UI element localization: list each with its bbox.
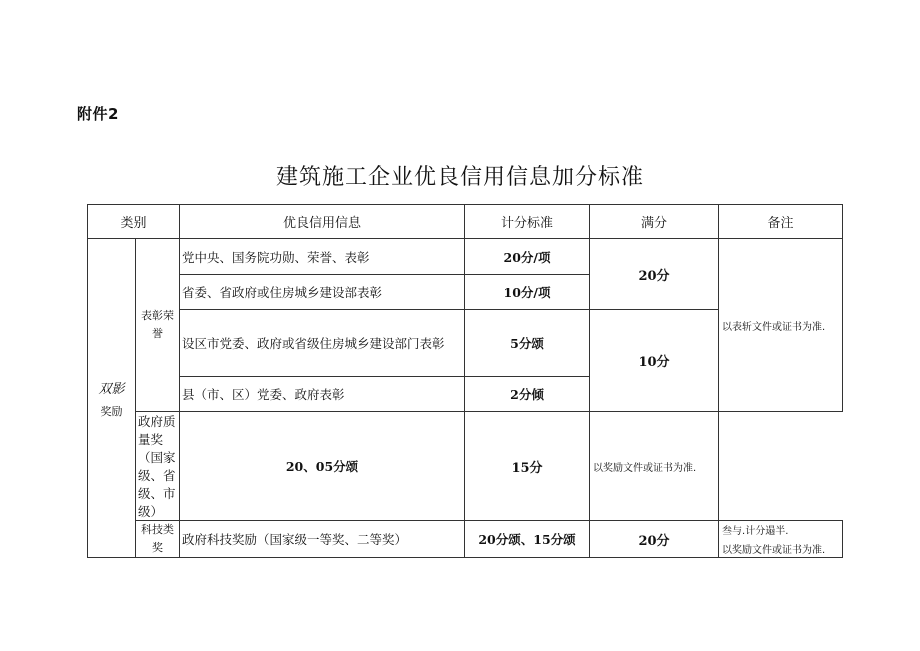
info-cell: 省委、省政府或住房城乡建设部表彰 xyxy=(180,275,465,310)
info-cell: 设区市党委、政府或省级住房城乡建设部门表彰 xyxy=(180,310,465,377)
note-cell: 以奖励文件或证书为准. xyxy=(590,412,719,521)
note-line: 叁与.计分遢半. xyxy=(722,526,789,537)
category-main-cell xyxy=(88,239,136,558)
table-row xyxy=(88,521,843,558)
header-note: 备注 xyxy=(719,205,843,239)
score-cell: 20分/项 xyxy=(465,239,590,275)
category-sci: 科技类奖 xyxy=(136,521,180,558)
full-score-cell: 20分 xyxy=(590,239,719,310)
note-line: 以奖励文件或证书为准. xyxy=(722,545,826,556)
note-cell xyxy=(719,521,843,558)
attachment-label: 附件2 xyxy=(77,105,119,123)
full-score-cell: 15分 xyxy=(465,412,590,521)
score-cell: 20、05分颂 xyxy=(180,412,465,521)
header-category: 类别 xyxy=(88,205,180,239)
full-score-cell: 10分 xyxy=(590,310,719,412)
info-cell: 政府科技奖励（国家级一等奖、二等奖） xyxy=(180,521,465,558)
score-cell: 10分/项 xyxy=(465,275,590,310)
score-cell: 5分颂 xyxy=(465,310,590,377)
score-cell: 20分颂、15分颂 xyxy=(465,521,590,558)
page-title: 建筑施工企业优良信用信息加分标准 xyxy=(275,165,644,190)
category-honor: 表彰荣誉 xyxy=(136,239,180,412)
header-full: 满分 xyxy=(590,205,719,239)
table-row xyxy=(88,412,843,521)
category-main: 双影 xyxy=(98,381,125,397)
full-score-cell: 20分 xyxy=(590,521,719,558)
score-table xyxy=(87,204,843,558)
header-info: 优良信用信息 xyxy=(180,205,465,239)
info-cell: 县（市、区）党委、政府表彰 xyxy=(180,377,465,412)
info-cell: 政府质量奖（国家级、省级、市级） xyxy=(136,412,180,521)
score-cell: 2分倾 xyxy=(465,377,590,412)
table-row xyxy=(88,239,843,275)
info-cell: 党中央、国务院功勋、荣誉、表彰 xyxy=(180,239,465,275)
category-sub: 奖励 xyxy=(100,404,123,418)
header-score: 计分标准 xyxy=(465,205,590,239)
note-cell: 以表斩文件或证书为准. xyxy=(719,239,843,412)
header-row xyxy=(88,205,843,239)
